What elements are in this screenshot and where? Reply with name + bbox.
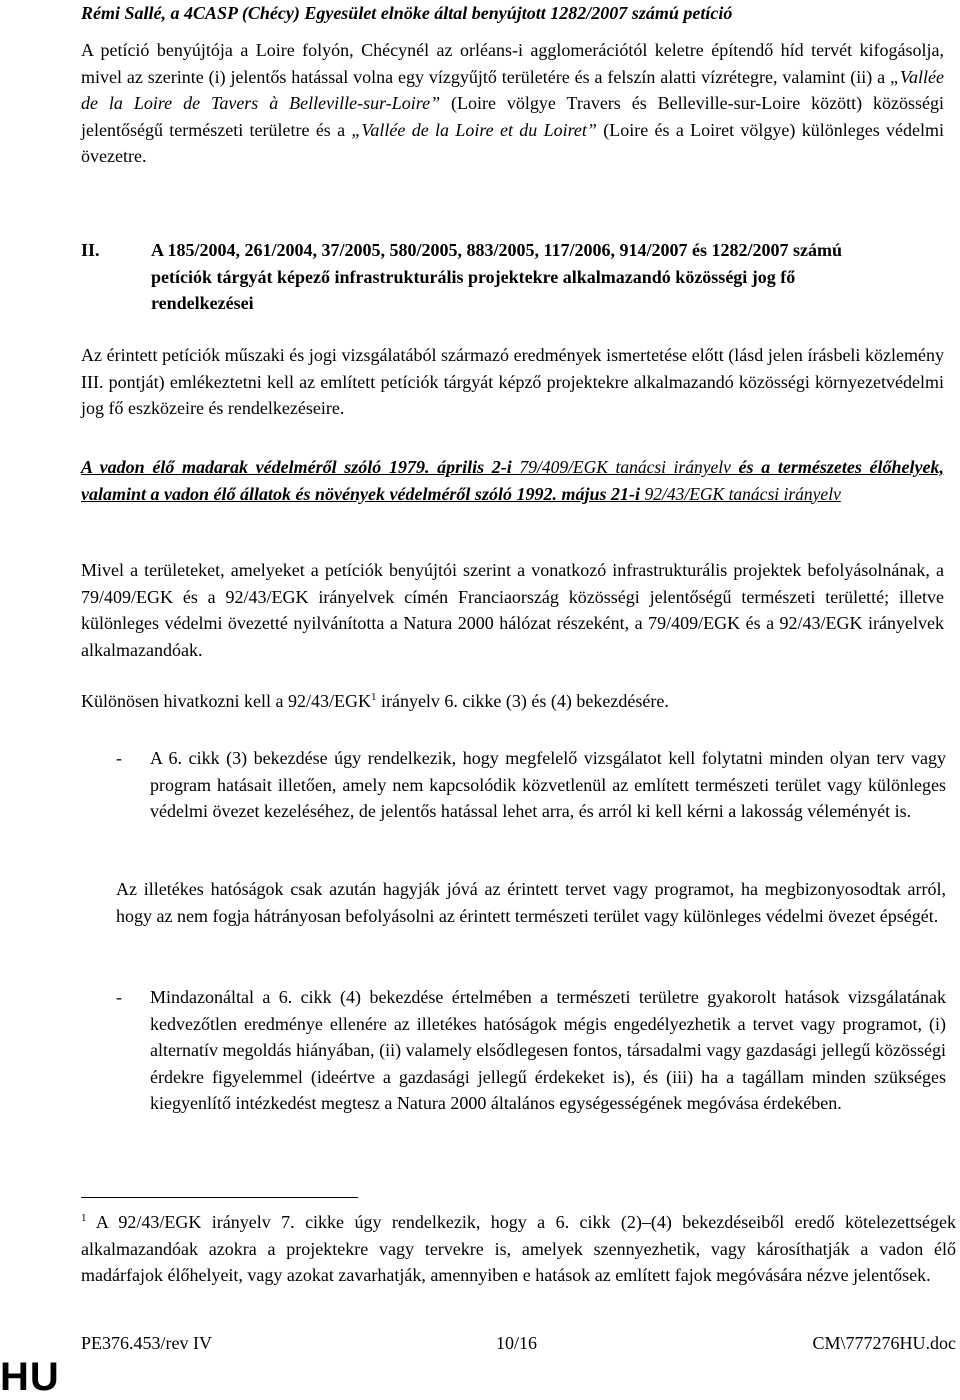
directives-heading: [81, 454, 944, 507]
intro-text-3: (Loire és a Loiret völgye) különleges védelmi övezetre.: [81, 119, 944, 166]
directives-heading-text-1: A vadon élő madarak védelméről szóló 1979. április 2-i: [81, 457, 520, 477]
directives-heading-text-2: és a természetes élőhelyek, valamint a vadon élő állatok és növények védelméről szóló 1992. május 21-i: [81, 457, 944, 504]
petition-title: Rémi Sallé, a 4CASP (Chécy) Egyesület elnöke által benyújtott 1282/2007 számú petíció: [81, 3, 733, 23]
natura-paragraph: Mivel a területeket, amelyeket a petíciók benyújtói szerint a vonatkozó infrastrukturális projektek befolyásolnának, a 79/409/EGK és a 92/43/EGK irányelvek címén Franciaország közösségi jelentőségű természeti területté; illetve különleges védelmi övezetté nyilvánította a Natura 2000 hálózat részeként, a 79/409/EGK és a 92/43/EGK irányelvek alkalmazandóak.: [81, 560, 944, 660]
authorities-paragraph: Az illetékes hatóságok csak azután hagyják jóvá az érintett tervet vagy programot, ha megbizonyosodtak arról, hogy az nem fogja hátrányosan befolyásolni az érintett természeti terület vagy különleges védelmi övezet épségét.: [116, 879, 946, 926]
directive-code-2: 92/43/EGK tanácsi irányelv: [644, 483, 841, 504]
directive-code-1: 79/409/EGK tanácsi irányelv: [519, 457, 731, 477]
footnote-text: A 92/43/EGK irányelv 7. cikke úgy rendelkezik, hogy a 6. cikk (2)–(4) bekezdéseiből eredő kötelezettségek alkalmazandóak azokra a projektekre vagy tervekre is, amelyek szennyezhetik, vagy károsíthatják a vadon élő madárfajok élőhelyeit, vagy azokat zavarhatják, amennyiben e hatások az említett fajok megóvására nézve jelentősek.: [81, 1212, 956, 1285]
section-heading: A 185/2004, 261/2004, 37/2005, 580/2005, 883/2005, 117/2006, 914/2007 és 1282/2007 számú petíciók tárgyát képező infrastrukturális projektekre alkalmazandó közösségi jog fő rendelkezései: [151, 240, 843, 313]
language-label: HU: [0, 1355, 60, 1399]
bullet-text: Mindazonáltal a 6. cikk (4) bekezdése értelmében a természeti területre gyakorolt hatások vizsgálatának kedvezőtlen eredménye ellenére az illetékes hatóságok mégis engedélyezhetik a tervet vagy programot, (i) alternatív megoldás hiányában, (ii) valamely elsődlegesen fontos, társadalmi vagy gazdasági jellegű közösségi érdekre figyelemmel (ideértve a gazdasági jellegű érdekeket is), és (iii) ha a tagállam minden szükséges kiegyenlítő intézkedést megtesz a Natura 2000 általános egységességének megóvása érdekében.: [150, 987, 946, 1113]
reference-text-1: Különösen hivatkozni kell a 92/43/EGK: [81, 691, 371, 711]
intro-paragraph: [81, 37, 944, 170]
review-paragraph: Az érintett petíciók műszaki és jogi vizsgálatából származó eredmények ismertetése előtt (lásd jelen írásbeli közlemény III. pontját) emlékeztetni kell az említett petíciók tárgyát képző projektekre alkalmazandó közösségi környezetvédelmi jog fő eszközeire és rendelkezéseire.: [81, 345, 944, 418]
intro-text-1: A petíció benyújtója a Loire folyón, Chécynél az orléans-i agglomerációtól keletre építendő híd tervét kifogásolja, mivel az szerinte (i) jelentős hatással volna egy vízgyűjtő területére és a felszín alatti vízrétegre, valamint (ii) a: [81, 40, 944, 87]
site-name-2: „Vallée de la Loire et du Loiret”: [351, 119, 597, 140]
reference-text-2: irányelv 6. cikke (3) és (4) bekezdésére.: [376, 691, 669, 711]
section-number: II.: [81, 240, 100, 260]
page-number: 10/16: [496, 1333, 538, 1353]
footnote-reference: 1: [370, 691, 377, 703]
intro-text-2: (Loire völgye Travers és Belleville-sur-Loire között) közösségi jelentőségű természeti területre és a: [81, 93, 945, 140]
footnote-marker: 1: [81, 1212, 87, 1224]
bullet-item-article-6-4: [116, 984, 946, 1117]
site-name-1: „Vallée de la Loire de Tavers à Belleville-sur-Loire”: [81, 66, 944, 113]
footnote-separator: [81, 1197, 358, 1198]
bullet-dash: -: [116, 748, 122, 768]
bullet-item-article-6-3: [116, 745, 946, 825]
bullet-dash: -: [116, 987, 122, 1007]
bullet-text: A 6. cikk (3) bekezdése úgy rendelkezik, hogy megfelelő vizsgálatot kell folytatni minden olyan terv vagy program hatásait illetően, amely nem kapcsolódik közvetlenül az említett természeti terület vagy különleges védelmi övezet kezeléséhez, de jelentős hatással lehet arra, és arról ki kell kérni a lakosság véleményét is.: [150, 748, 946, 821]
reference-paragraph: [81, 688, 944, 715]
file-name: CM\777276HU.doc: [812, 1333, 956, 1353]
document-reference: PE376.453/rev IV: [81, 1333, 212, 1353]
footnote: [81, 1209, 956, 1289]
